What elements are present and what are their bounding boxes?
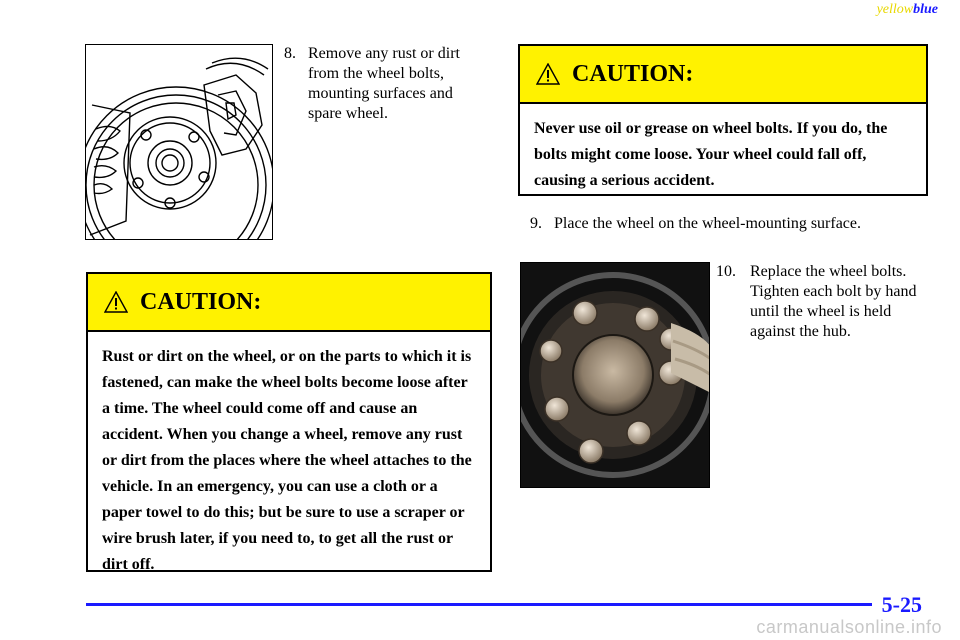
caution-body: Rust or dirt on the wheel, or on the parts to which it is fastened, can make the wheel bolts become loose after a time. The wheel could come off and cause an accident. When you change a wheel, remove any rust or dirt from the places where the wheel attaches to the vehicle. In an emergency, you can use a cloth or a paper towel to do this; but be sure to use a scraper or wire brush later, if you need to, to get all the rust or dirt off. — [102, 348, 472, 573]
step-text: Place the wheel on the wheel-mounting surface. — [554, 215, 861, 232]
footer-rule — [86, 603, 872, 606]
caution-title: CAUTION: — [572, 60, 694, 87]
site-watermark: carmanualsonline.info — [756, 617, 942, 637]
step-text: Replace the wheel bolts. Tighten each bolt by hand until the wheel is held against the hub. — [750, 263, 917, 340]
caution-box-rust-dirt — [86, 272, 492, 572]
step-number: 8. — [284, 45, 296, 62]
tag-blue: blue — [913, 2, 938, 17]
step-number: 9. — [530, 215, 542, 232]
caution-title: CAUTION: — [140, 288, 262, 315]
warning-triangle-icon — [104, 291, 128, 313]
print-color-tag — [877, 2, 938, 18]
caution-body: Never use oil or grease on wheel bolts. If you do, the bolts might come loose. Your wheel could fall off, causing a serious accident. — [534, 120, 888, 189]
tag-yellow: yellow — [876, 2, 914, 17]
step-9 — [530, 214, 930, 234]
caution-banner — [88, 274, 490, 332]
warning-triangle-icon — [536, 63, 560, 85]
rotor-cleaning-illustration — [85, 44, 273, 240]
caution-box-oil-grease — [518, 44, 928, 196]
rotor-drawing — [86, 45, 273, 240]
wheel-bolts-photo — [520, 262, 710, 488]
step-8 — [284, 44, 484, 124]
caution-banner — [520, 46, 926, 104]
step-text: Remove any rust or dirt from the wheel bolts, mounting surfaces and spare wheel. — [308, 45, 460, 122]
wheel-hub-photo — [521, 263, 710, 488]
step-number: 10. — [716, 263, 736, 280]
page-number: 5-25 — [881, 592, 922, 617]
step-10 — [716, 262, 931, 342]
